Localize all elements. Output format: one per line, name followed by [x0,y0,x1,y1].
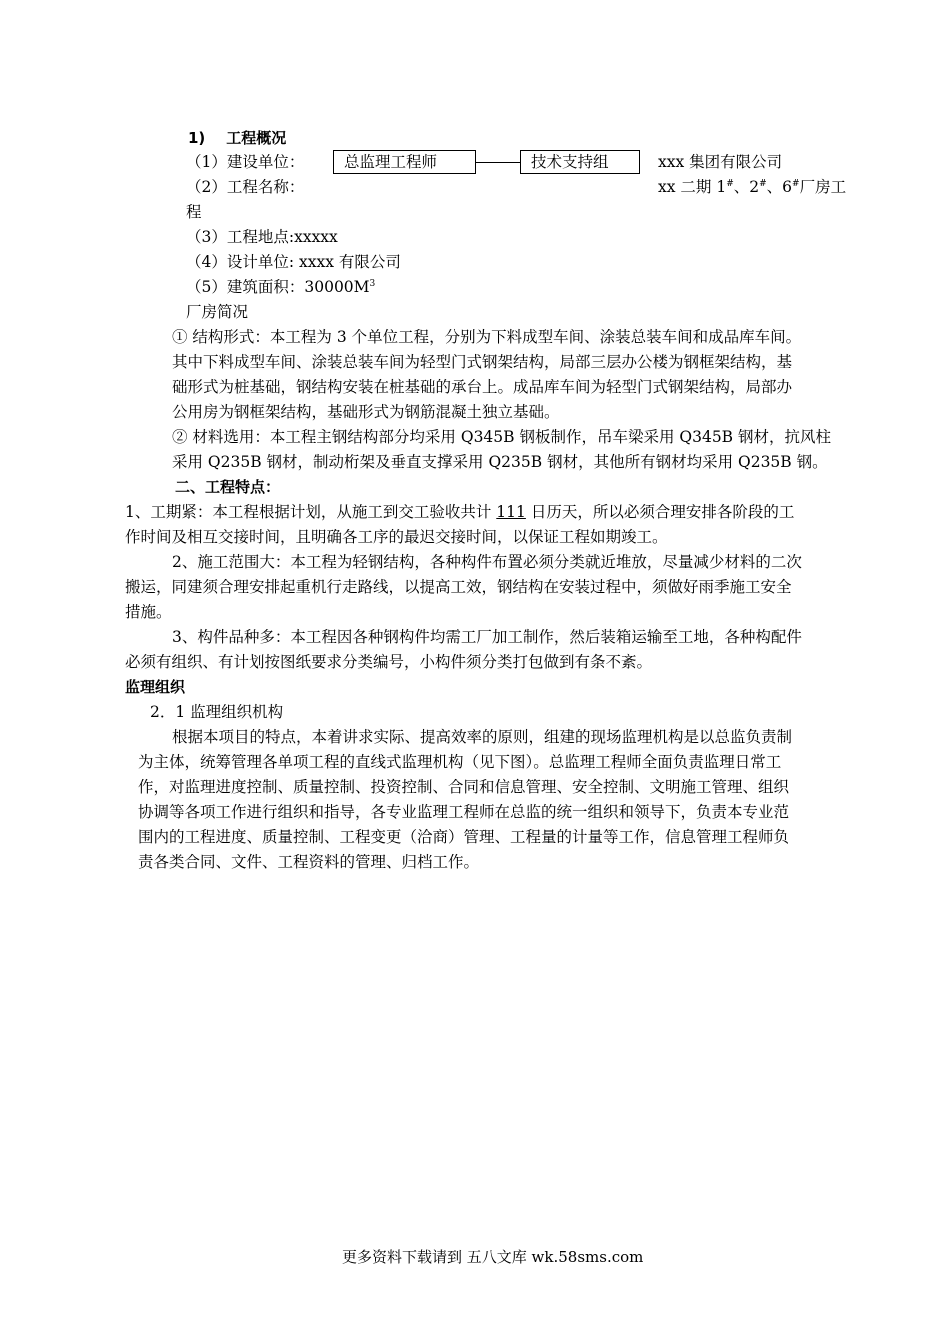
building-area-unit-sup: 3 [369,278,376,289]
construction-unit-label: （1）建设单位： [186,153,305,171]
org-box-tech-support: 技术支持组 [520,150,640,174]
project-location: （3）工程地点:xxxxx [186,228,338,246]
project-name-sep: 、6 [766,178,793,196]
project-name-sup: # [792,178,800,189]
feature-item-1-prefix: 1、工期紧：本工程根据计划，从施工到交工验收共计 [125,503,497,521]
material-paragraph-line: 采用 Q235B 钢材，制动桁架及垂直支撑采用 Q235B 钢材，其他所有钢材均采用 Q235B 钢。 [172,453,828,471]
feature-item-2-line: 搬运，同建须合理安排起重机行走路线，以提高工效，钢结构在安装过程中，须做好雨季施工安全 [125,578,792,596]
section-title-features: 二、工程特点： [175,478,281,496]
building-area-text: （5）建筑面积：30000M [186,278,370,296]
org-paragraph-line: 根据本项目的特点，本着讲求实际、提高效率的原则，组建的现场监理机构是以总监负责制 [172,728,793,746]
project-name-value [658,177,846,197]
org-box-chief-supervisor: 总监理工程师 [333,150,476,174]
page-footer: 更多资料下载请到 五八文库 wk.58sms.com [342,1248,644,1266]
project-name-label: （2）工程名称： [186,178,305,196]
factory-overview-heading: 厂房简况 [186,303,249,321]
project-name-sup: # [726,178,734,189]
project-name-suffix: 厂房工 [799,178,847,196]
section-title-text: 工程概况 [226,129,287,147]
org-connector-line [476,162,520,163]
structure-paragraph-line: ① 结构形式：本工程为 3 个单位工程，分别为下料成型车间、涂装总装车间和成品库车间。 [172,328,802,346]
feature-item-3-line: 3、构件品种多：本工程因各种钢构件均需工厂加工制作，然后装箱运输至工地，各种构配件 [172,628,802,646]
construction-unit-value: xxx 集团有限公司 [658,153,783,171]
material-paragraph-line: ② 材料选用：本工程主钢结构部分均采用 Q345B 钢板制作，吊车梁采用 Q345B 钢材，抗风柱 [172,428,832,446]
feature-item-1-suffix: 日历天，所以必须合理安排各阶段的工 [525,503,795,521]
section-title-supervision-org: 监理组织 [125,678,186,696]
feature-item-1-days: 111 [496,503,526,521]
feature-item-1-line2: 作时间及相互交接时间，且明确各工序的最迟交接时间，以保证工程如期竣工。 [125,528,668,546]
structure-paragraph-line: 础形式为桩基础，钢结构安装在桩基础的承台上。成品库车间为轻型门式钢架结构，局部办 [172,378,793,396]
design-unit: （4）设计单位: xxxx 有限公司 [186,253,401,271]
project-name-wrap: 程 [186,203,202,221]
feature-item-3-line: 必须有组织、有计划按图纸要求分类编号，小构件须分类打包做到有条不紊。 [125,653,653,671]
feature-item-2-line: 2、施工范围大：本工程为轻钢结构，各种构件布置必须分类就近堆放，尽量减少材料的二次 [172,553,802,571]
structure-paragraph-line: 公用房为钢框架结构，基础形式为钢筋混凝土独立基础。 [172,403,560,421]
feature-item-1-line [125,502,794,522]
org-paragraph-line: 协调等各项工作进行组织和指导，各专业监理工程师在总监的统一组织和领导下，负责本专业范 [138,803,790,821]
section-title-overview [188,128,286,148]
feature-item-2-line: 措施。 [125,603,172,621]
section-number: 1) [188,129,206,147]
project-name-sep: 、2 [733,178,760,196]
org-paragraph-line: 围内的工程进度、质量控制、工程变更（洽商）管理、工程量的计量等工作，信息管理工程师负 [138,828,790,846]
structure-paragraph-line: 其中下料成型车间、涂装总装车间为轻型门式钢架结构，局部三层办公楼为钢框架结构，基 [172,353,793,371]
project-name-sup: # [759,178,767,189]
building-area [186,277,375,297]
project-name-prefix: xx 二期 1 [658,178,727,196]
org-paragraph-line: 作，对监理进度控制、质量控制、投资控制、合同和信息管理、安全控制、文明施工管理、组织 [138,778,790,796]
org-paragraph-line: 为主体，统筹管理各单项工程的直线式监理机构（见下图）。总监理工程师全面负责监理日常工 [138,753,782,771]
subsection-title: 2．1 监理组织机构 [150,703,284,721]
org-paragraph-line: 责各类合同、文件、工程资料的管理、归档工作。 [138,853,480,871]
